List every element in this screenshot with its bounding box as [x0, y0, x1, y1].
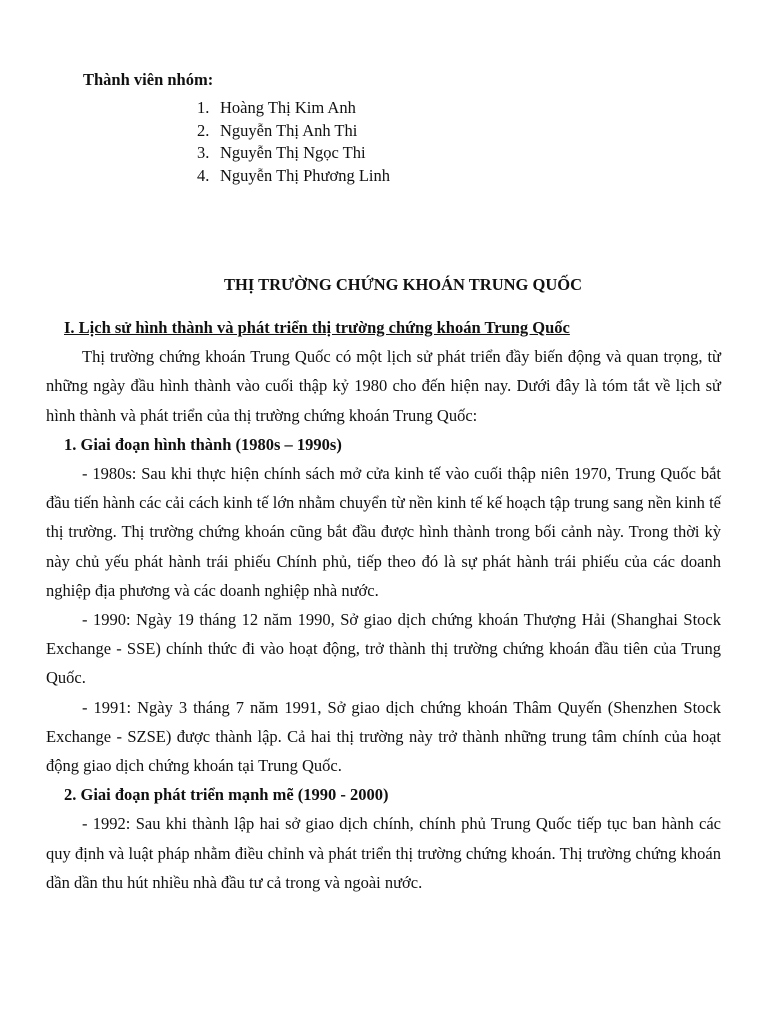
members-list	[197, 97, 390, 188]
member-name: Hoàng Thị Kim Anh	[220, 98, 356, 117]
document-body	[46, 313, 721, 897]
phase2-paragraph-1992: - 1992: Sau khi thành lập hai sở giao dịch chính, chính phủ Trung Quốc tiếp tục ban hành các quy định và luật pháp nhằm điều chỉnh và phát triển thị trường chứng khoán. Thị trường chứng khoán dần dần thu hút nhiều nhà đầu tư cả trong và ngoài nước.	[46, 814, 721, 892]
section-heading: I. Lịch sử hình thành và phát triển thị trường chứng khoán Trung Quốc	[64, 318, 570, 337]
members-title: Thành viên nhóm:	[83, 70, 214, 89]
member-item	[197, 97, 390, 120]
phase1-heading: 1. Giai đoạn hình thành (1980s – 1990s)	[64, 434, 342, 454]
phase1-paragraph-1991: - 1991: Ngày 3 tháng 7 năm 1991, Sở giao dịch chứng khoán Thâm Quyến (Shenzhen Stock Exchange - SZSE) được thành lập. Cả hai thị trường này trở thành những trung tâm chính của hoạt động giao dịch chứng khoán tại Trung Quốc.	[46, 697, 721, 776]
phase1-paragraph-1980s: - 1980s: Sau khi thực hiện chính sách mở cửa kinh tế vào cuối thập niên 1970, Trung Quốc bắt đầu tiến hành các cải cách kinh tế lớn nhằm chuyển từ nền kinh tế kế hoạch tập trung sang nền kinh tế thị trường. Thị trường chứng khoán cũng bắt đầu được hình thành trong bối cảnh này. Trong thời kỳ này chủ yếu phát hành trái phiếu Chính phủ, tiếp theo đó là sự phát hành trái phiếu của các doanh nghiệp địa phương và các doanh nghiệp nhà nước.	[46, 464, 721, 600]
member-number: 3.	[197, 143, 210, 163]
member-number: 2.	[197, 120, 210, 140]
member-number: 4.	[197, 166, 210, 186]
member-name: Nguyễn Thị Phương Linh	[220, 166, 390, 186]
phase2-heading: 2. Giai đoạn phát triển mạnh mẽ (1990 - 2000)	[64, 785, 389, 805]
member-item	[197, 165, 390, 188]
member-item	[197, 120, 390, 143]
phase1-paragraph-1990: - 1990: Ngày 19 tháng 12 năm 1990, Sở giao dịch chứng khoán Thượng Hải (Shanghai Stock Exchange - SSE) chính thức đi vào hoạt động, trở thành thị trường chứng khoán đầu tiên của Trung Quốc.	[46, 610, 721, 688]
member-item	[197, 142, 390, 165]
intro-paragraph: Thị trường chứng khoán Trung Quốc có một lịch sử phát triển đầy biến động và quan trọng, từ những ngày đầu hình thành vào cuối thập kỷ 1980 cho đến hiện nay. Dưới đây là tóm tắt về lịch sử hình thành và phát triển của thị trường chứng khoán Trung Quốc:	[46, 347, 721, 425]
member-name: Nguyễn Thị Anh Thi	[220, 120, 358, 140]
member-number: 1.	[197, 98, 210, 117]
document-title: THỊ TRƯỜNG CHỨNG KHOÁN TRUNG QUỐC	[224, 275, 582, 294]
member-name: Nguyễn Thị Ngọc Thi	[220, 143, 366, 163]
